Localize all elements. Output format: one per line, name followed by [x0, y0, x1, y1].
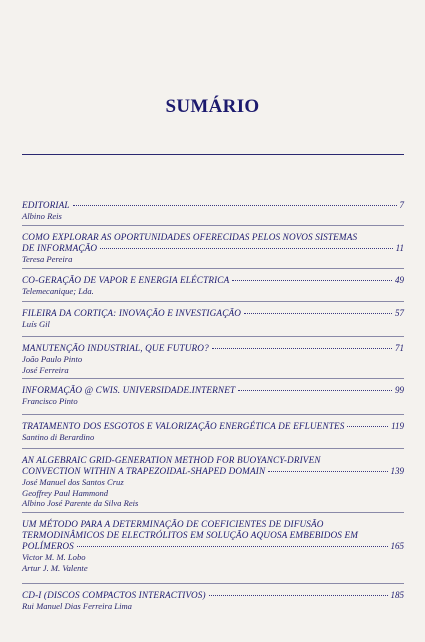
entry-title: UM MÉTODO PARA A DETERMINAÇÃO DE COEFICIENTES DE DIFUSÃO: [22, 519, 324, 529]
page-number: 185: [390, 590, 404, 600]
page-number: 7: [399, 200, 404, 210]
page-number: 99: [395, 385, 404, 395]
toc-entry[interactable]: [22, 590, 404, 612]
leader-dots: [100, 248, 392, 249]
entry-author: Artur J. M. Valente: [22, 562, 88, 573]
leader-dots: [232, 280, 392, 281]
page-number: 165: [390, 541, 404, 551]
entry-separator: [22, 301, 404, 302]
toc-entry[interactable]: [22, 519, 404, 573]
entry-separator: [22, 225, 404, 226]
page-number: 11: [395, 243, 404, 253]
entry-author: Luís Gil: [22, 319, 50, 329]
entry-title: CD-I (DISCOS COMPACTOS INTERACTIVOS): [22, 590, 206, 600]
entry-title: INFORMAÇÃO @ CWIS. UNIVERSIDADE.INTERNET: [22, 385, 236, 395]
leader-dots: [268, 471, 387, 472]
entry-author: Geoffrey Paul Hammond: [22, 487, 109, 498]
page-number: 139: [390, 466, 404, 476]
toc-entry[interactable]: [22, 343, 404, 375]
entry-separator: [22, 268, 404, 269]
entry-author: José Manuel dos Santos Cruz: [22, 477, 124, 487]
entry-title: TERMODINÂMICOS DE ELECTRÓLITOS EM SOLUÇÃO AQUOSA EMBEBIDOS EM: [22, 530, 359, 540]
entry-author: Teresa Pereira: [22, 254, 73, 264]
entry-separator: [22, 448, 404, 449]
leader-dots: [77, 546, 388, 547]
leader-dots: [238, 390, 392, 391]
entry-author: Albino Reis: [22, 211, 62, 221]
entry-separator: [22, 583, 404, 584]
entry-author: Victor M. M. Lobo: [22, 552, 86, 562]
entry-author: Santino di Berardino: [22, 432, 95, 442]
entry-separator: [22, 378, 404, 379]
entry-title: MANUTENÇÃO INDUSTRIAL, QUE FUTURO?: [22, 343, 209, 353]
entry-separator: [22, 414, 404, 415]
toc-entry[interactable]: [22, 421, 404, 443]
entry-author: José Ferreira: [22, 364, 69, 375]
entry-title: TRATAMENTO DOS ESGOTOS E VALORIZAÇÃO ENERGÉTICA DE EFLUENTES: [22, 421, 345, 431]
entry-author: Rui Manuel Dias Ferreira Lima: [22, 601, 132, 611]
page-number: 119: [391, 421, 404, 431]
leader-dots: [73, 205, 397, 206]
leader-dots: [209, 595, 388, 596]
toc-entry[interactable]: [22, 200, 404, 222]
entry-title: COMO EXPLORAR AS OPORTUNIDADES OFERECIDAS PELOS NOVOS SISTEMAS: [22, 232, 358, 242]
entry-author: Albino José Parente da Silva Reis: [22, 498, 139, 508]
toc-entry[interactable]: [22, 308, 404, 330]
entry-author: Telemecanique; Lda.: [22, 286, 94, 296]
title-divider: [22, 154, 404, 155]
leader-dots: [244, 313, 392, 314]
entry-title: CONVECTION WITHIN A TRAPEZOIDAL-SHAPED DOMAIN: [22, 466, 266, 476]
entry-title: FILEIRA DA CORTIÇA: INOVAÇÃO E INVESTIGAÇÃO: [22, 308, 242, 318]
entry-title: DE INFORMAÇÃO: [22, 243, 98, 253]
toc-entry[interactable]: [22, 385, 404, 407]
page-number: 57: [395, 308, 404, 318]
entry-title: EDITORIAL: [22, 200, 70, 210]
entry-author: João Paulo Pinto: [22, 354, 83, 364]
leader-dots: [212, 348, 392, 349]
toc-entry[interactable]: [22, 232, 404, 265]
page-number: 71: [395, 343, 404, 353]
entry-title: AN ALGEBRAIC GRID-GENERATION METHOD FOR BUOYANCY-DRIVEN: [22, 455, 321, 465]
entry-separator: [22, 336, 404, 337]
page-number: 49: [395, 275, 404, 285]
leader-dots: [347, 426, 388, 427]
page-title: SUMÁRIO: [165, 96, 260, 117]
entry-author: Francisco Pinto: [22, 396, 78, 406]
entry-separator: [22, 512, 404, 513]
entry-title: POLÍMEROS: [22, 541, 74, 551]
toc-entry[interactable]: [22, 455, 404, 509]
entry-title: CO-GERAÇÃO DE VAPOR E ENERGIA ELÉCTRICA: [22, 275, 230, 285]
toc-entry[interactable]: [22, 275, 404, 297]
